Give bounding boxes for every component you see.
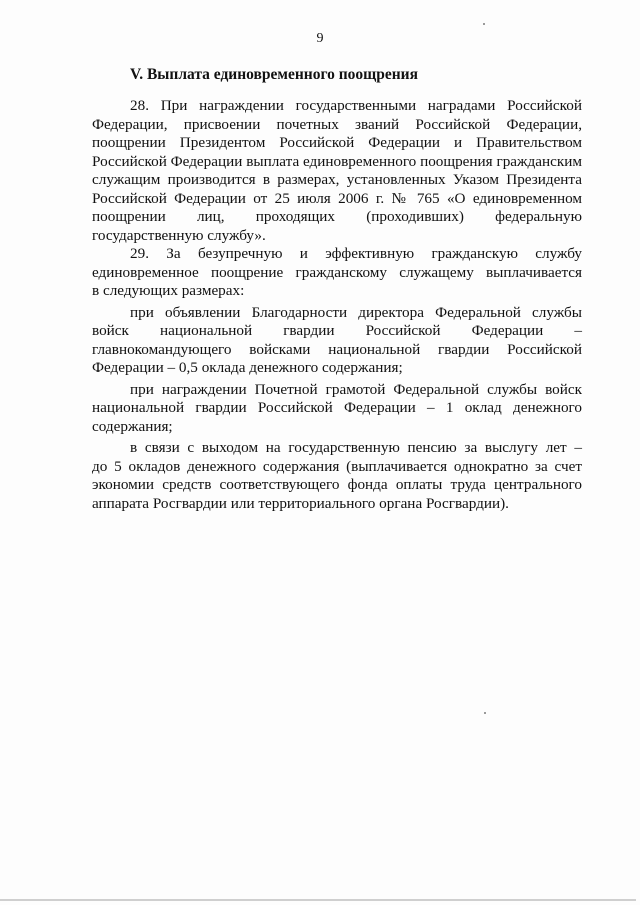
scan-speck [483, 23, 485, 25]
paragraph-line: Российской Федерации выплата единовременного поощрения гражданским [92, 152, 582, 170]
paragraph-29 [92, 245, 582, 301]
page-bottom-edge [0, 899, 636, 901]
paragraph-line: аппарата Росгвардии или территориального органа Росгвардии). [92, 494, 509, 512]
paragraph-line: Федерации – 0,5 оклада денежного содержания; [92, 359, 403, 376]
section-heading: V. Выплата единовременного поощрения [130, 66, 418, 83]
scan-speck [484, 712, 486, 714]
paragraph-line: 29. За безупречную и эффективную гражданскую службу [130, 245, 582, 262]
paragraph-line: при награждении Почетной грамотой Федеральной службы войск [130, 380, 582, 398]
document-body [92, 97, 582, 513]
list-item-pension [92, 439, 582, 513]
list-item-certificate [92, 381, 582, 437]
paragraph-line: поощрении лиц, проходящих (проходивших) федеральную [92, 208, 582, 225]
paragraph-line: поощрении Президентом Российской Федерации и Правительством [92, 134, 582, 151]
paragraph-line: единовременное поощрение гражданскому служащему выплачивается [92, 263, 582, 281]
paragraph-line: государственную службу». [92, 226, 266, 244]
paragraph-line: в связи с выходом на государственную пенсию за выслугу лет – [130, 439, 582, 456]
paragraph-line: служащим производится в размерах, установленных Указом Президента [92, 171, 582, 188]
paragraph-line: войск национальной гвардии Российской Федерации – [92, 322, 582, 339]
list-item-gratitude [92, 304, 582, 378]
paragraph-line: содержания; [92, 417, 173, 435]
paragraph-line: главнокомандующего войсками национальной гвардии Российской [92, 340, 582, 358]
paragraph-line: Российской Федерации от 25 июля 2006 г. № 765 «О единовременном [92, 189, 582, 207]
paragraph-line: экономии средств соответствующего фонда оплаты труда центрального [92, 476, 582, 493]
paragraph-line: Федерации, присвоении почетных званий Российской Федерации, [92, 115, 582, 133]
paragraph-line: в следующих размерах: [92, 282, 245, 299]
paragraph-line: при объявлении Благодарности директора Федеральной службы [130, 303, 582, 321]
paragraph-line: национальной гвардии Российской Федерации – 1 оклад денежного [92, 399, 582, 416]
paragraph-line: 28. При награждении государственными наградами Российской [130, 97, 582, 114]
paragraph-28 [92, 97, 582, 245]
page-number: 9 [316, 31, 324, 46]
paragraph-line: до 5 окладов денежного содержания (выплачивается однократно за счет [92, 457, 582, 475]
